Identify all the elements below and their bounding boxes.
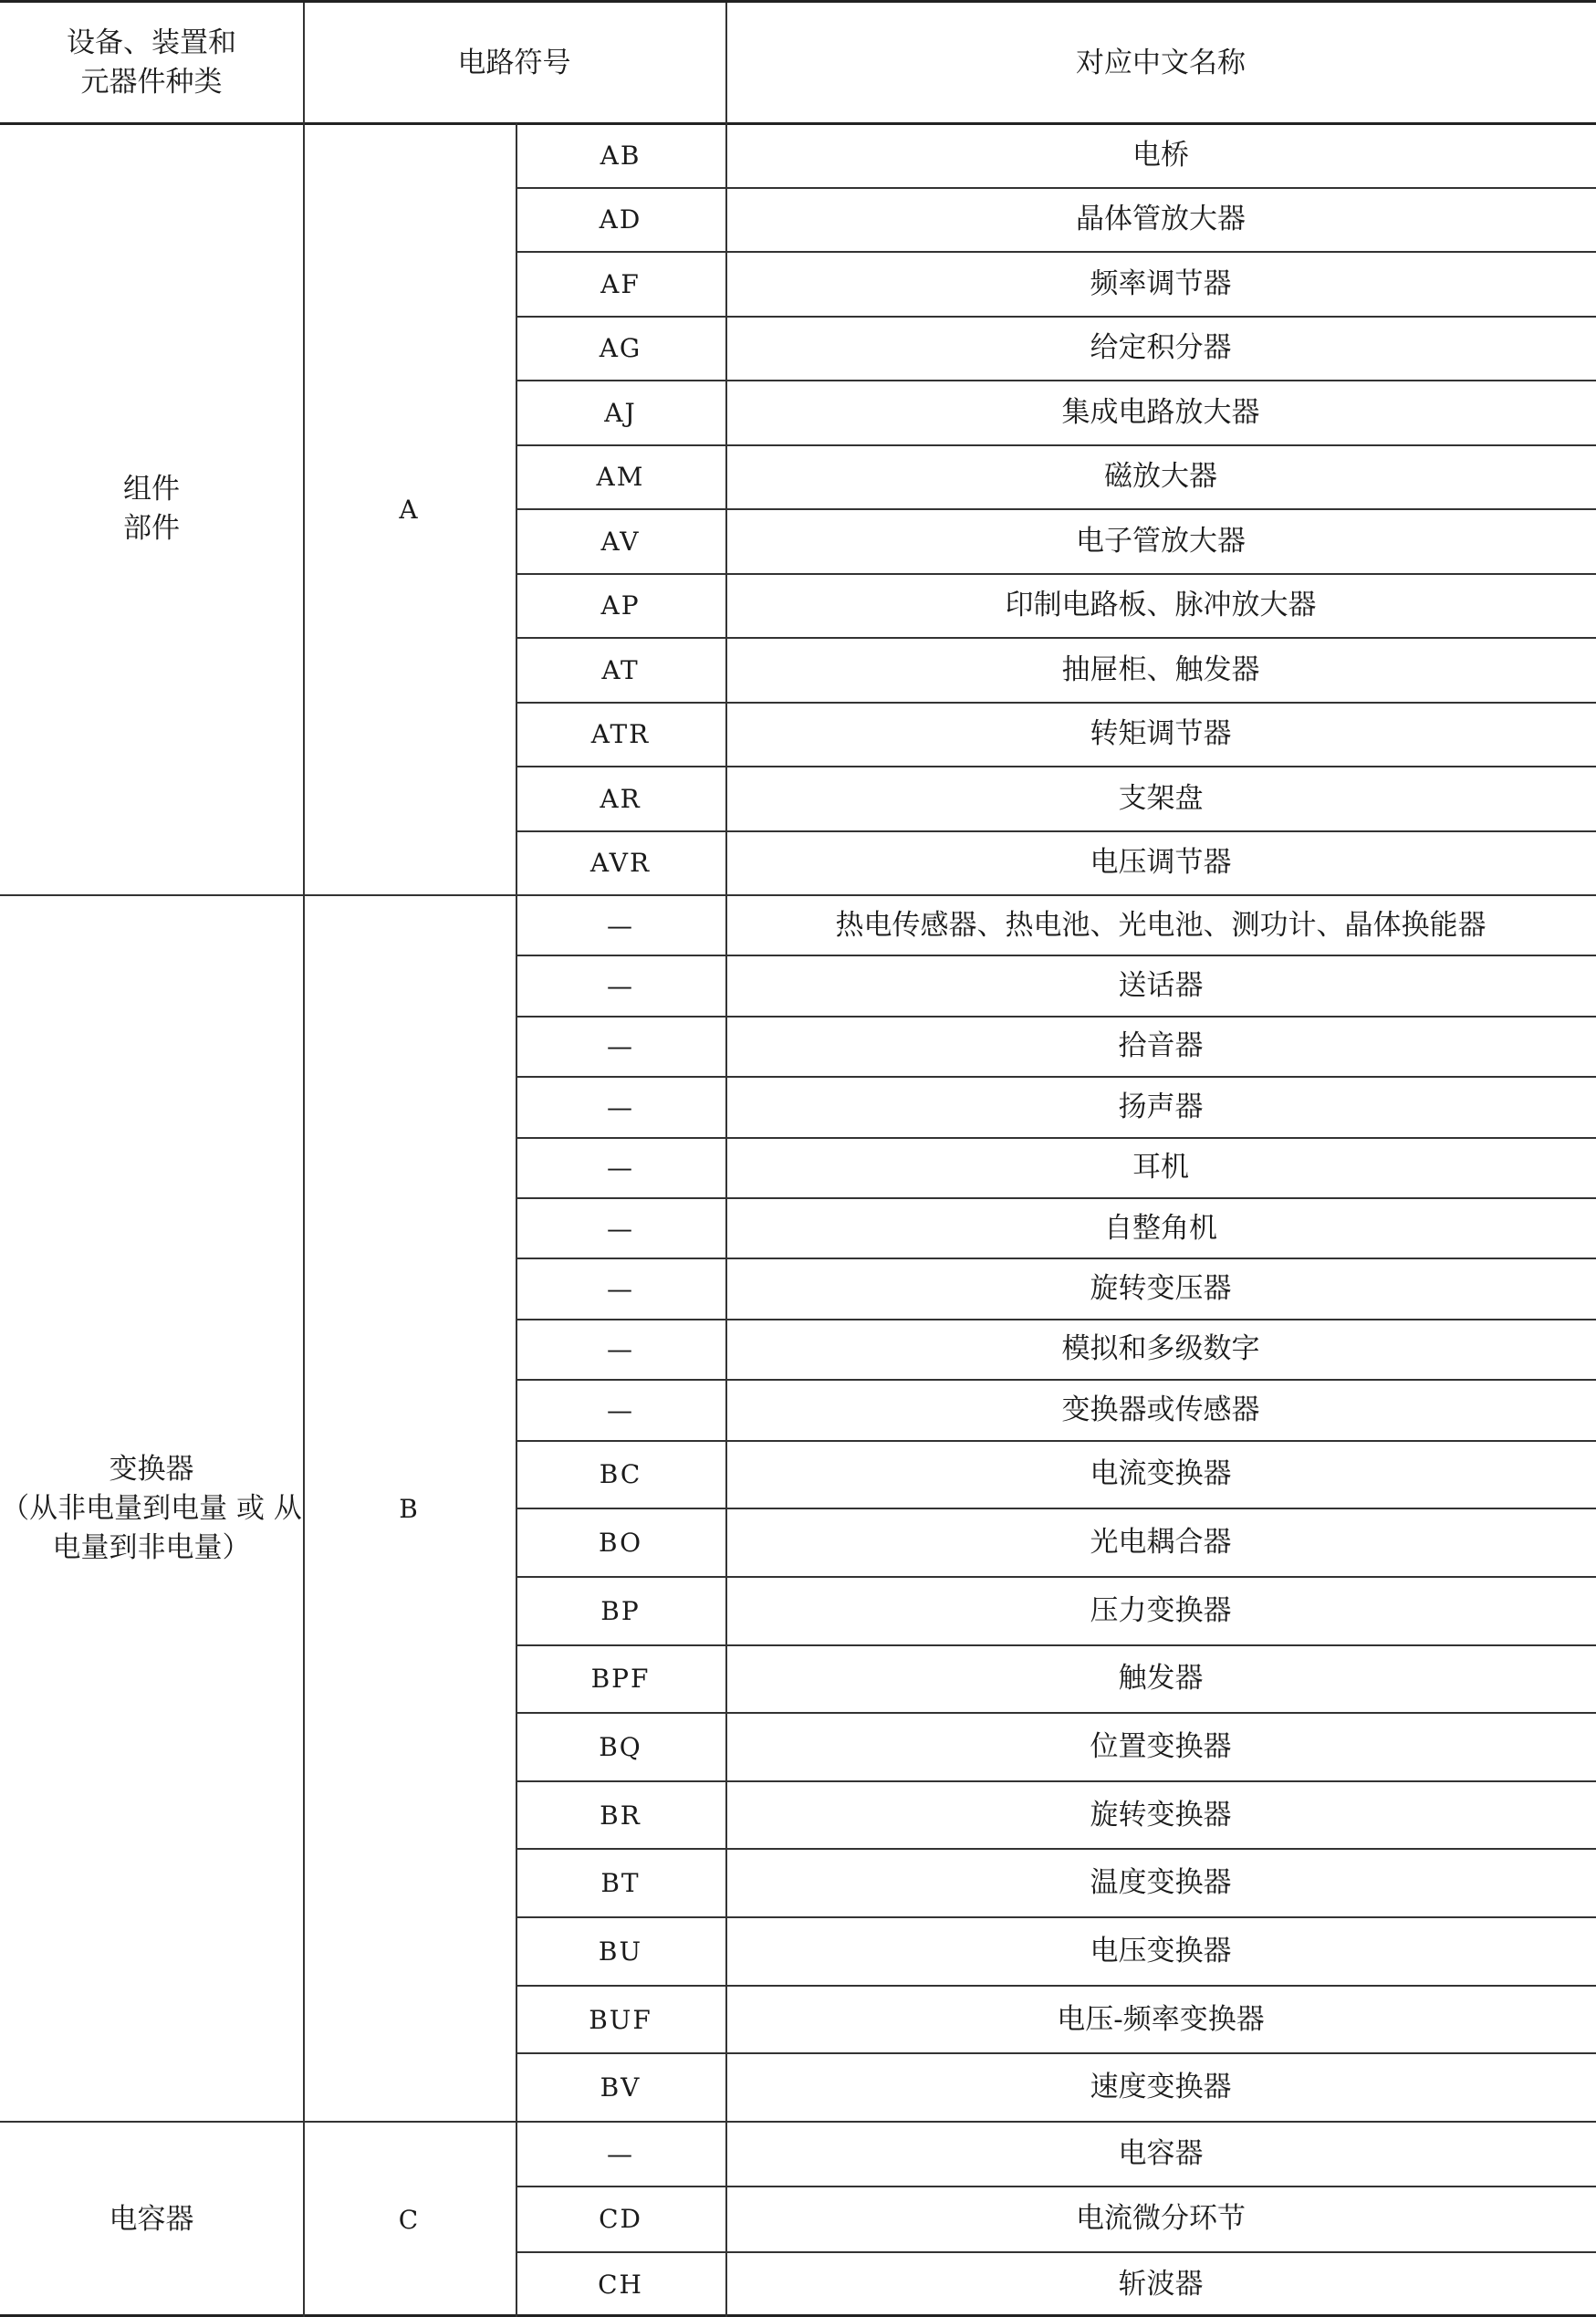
row-rule [516, 1644, 1596, 1646]
header-category-line2: 元器件种类 [80, 66, 223, 99]
row-name: 电压-频率变换器 [1057, 2002, 1265, 2036]
row-name: 模拟和多级数字 [1061, 1332, 1260, 1366]
row-name: 压力变换器 [1090, 1593, 1232, 1627]
row-code: — [607, 1213, 634, 1244]
row-code: AR [600, 783, 642, 814]
row-code: — [607, 1091, 634, 1122]
row-code: — [607, 1153, 634, 1184]
row-code: AV [600, 526, 641, 557]
header-name: 对应中文名称 [1076, 46, 1246, 79]
row-rule [516, 1197, 1596, 1199]
row-rule [516, 1712, 1596, 1714]
category-line: 部件 [123, 512, 180, 545]
row-rule [516, 187, 1596, 189]
row-code: BPF [590, 1664, 651, 1695]
symbol-letter: B [399, 1493, 420, 1524]
row-rule [516, 1440, 1596, 1442]
row-rule [516, 1076, 1596, 1078]
column-divider [303, 123, 305, 895]
row-name: 给定积分器 [1090, 331, 1232, 365]
row-code: BUF [589, 2004, 652, 2035]
row-rule [516, 1508, 1596, 1509]
row-code: AG [599, 333, 642, 364]
category-line: 电容器 [109, 2202, 194, 2236]
header-divider [725, 3, 727, 123]
row-code: AP [600, 590, 641, 621]
category-line: 组件 [123, 473, 180, 506]
column-divider [303, 895, 305, 2122]
row-code: BU [598, 1936, 643, 1967]
row-rule [516, 380, 1596, 381]
row-code: — [607, 971, 634, 1002]
row-name: 印制电路板、脉冲放大器 [1005, 589, 1317, 622]
row-rule [516, 1379, 1596, 1381]
row-code: BP [600, 1595, 641, 1626]
category-line: （从非电量到电量 或 从 [1, 1491, 302, 1525]
row-name: 抽屉柜、触发器 [1061, 652, 1260, 686]
row-rule [516, 1319, 1596, 1320]
row-rule [516, 1016, 1596, 1018]
row-rule [516, 316, 1596, 318]
row-code: BO [598, 1528, 643, 1559]
header-symbol: 电路符号 [457, 46, 571, 79]
row-rule [516, 444, 1596, 446]
row-code: AJ [604, 397, 637, 428]
row-code: — [607, 910, 634, 941]
row-code: AT [601, 654, 640, 685]
row-code: BV [600, 2072, 642, 2103]
row-name: 位置变换器 [1090, 1729, 1232, 1763]
row-rule [516, 1137, 1596, 1139]
row-name: 自整角机 [1104, 1211, 1217, 1245]
row-rule [516, 1848, 1596, 1850]
row-code: BT [600, 1868, 641, 1899]
row-rule [516, 766, 1596, 767]
row-rule [516, 1576, 1596, 1578]
row-rule [516, 1780, 1596, 1782]
row-name: 电压调节器 [1090, 846, 1232, 880]
row-code: BC [599, 1459, 642, 1490]
column-divider [303, 2122, 305, 2317]
header-divider [303, 3, 305, 123]
row-rule [516, 573, 1596, 575]
row-rule [516, 251, 1596, 253]
row-code: CD [599, 2204, 642, 2235]
row-name: 热电传感器、热电池、光电池、测功计、晶体换能器 [835, 908, 1486, 942]
category-cell [0, 2122, 303, 2317]
row-name: 扬声器 [1118, 1090, 1204, 1123]
row-rule [516, 2251, 1596, 2253]
row-rule [516, 1258, 1596, 1259]
row-rule [516, 830, 1596, 832]
row-rule [516, 702, 1596, 704]
row-name: 斩波器 [1118, 2267, 1204, 2301]
row-name: 支架盘 [1118, 781, 1204, 815]
row-code: — [607, 1031, 634, 1062]
symbol-letter: C [398, 2204, 421, 2235]
row-name: 电流微分环节 [1076, 2202, 1246, 2236]
row-name: 光电耦合器 [1090, 1526, 1232, 1560]
row-code: — [607, 1394, 634, 1425]
row-name: 触发器 [1118, 1662, 1204, 1696]
row-code: AB [600, 140, 642, 171]
row-name: 转矩调节器 [1090, 717, 1232, 751]
row-name: 电桥 [1132, 138, 1189, 172]
row-code: — [607, 2139, 634, 2170]
row-name: 晶体管放大器 [1076, 203, 1246, 236]
row-rule [516, 1916, 1596, 1918]
row-name: 磁放大器 [1104, 460, 1217, 494]
row-code: — [607, 1334, 634, 1365]
row-name: 电容器 [1118, 2137, 1204, 2171]
header-category-line1: 设备、装置和 [67, 26, 236, 59]
symbol-letter: A [399, 494, 420, 525]
row-rule [516, 1985, 1596, 1987]
category-cell [0, 895, 303, 2122]
row-rule [516, 637, 1596, 639]
category-line: 电量到非电量） [52, 1530, 251, 1564]
row-name: 变换器或传感器 [1061, 1393, 1260, 1426]
row-rule [516, 508, 1596, 510]
row-code: BR [600, 1800, 642, 1831]
row-code: BQ [599, 1731, 642, 1762]
row-name: 频率调节器 [1090, 266, 1232, 300]
row-name: 集成电路放大器 [1061, 395, 1260, 429]
row-name: 拾音器 [1118, 1029, 1204, 1063]
row-rule [516, 2186, 1596, 2187]
row-name: 旋转变压器 [1090, 1272, 1232, 1306]
header-category [0, 3, 303, 123]
category-line: 变换器 [109, 1452, 194, 1486]
row-name: 速度变换器 [1090, 2071, 1232, 2104]
row-name: 旋转变换器 [1090, 1798, 1232, 1832]
row-name: 温度变换器 [1090, 1866, 1232, 1900]
category-cell [0, 123, 303, 895]
row-code: AF [600, 268, 641, 299]
row-code: AM [596, 462, 645, 493]
row-name: 送话器 [1118, 969, 1204, 1003]
row-rule [516, 955, 1596, 956]
row-rule [516, 2052, 1596, 2054]
row-code: AD [599, 204, 642, 235]
row-name: 耳机 [1132, 1151, 1189, 1185]
row-name: 电子管放大器 [1076, 524, 1246, 558]
row-code: CH [598, 2269, 643, 2300]
row-code: — [607, 1274, 634, 1305]
row-code: AVR [589, 848, 652, 879]
row-name: 电压变换器 [1090, 1934, 1232, 1967]
row-code: ATR [590, 719, 651, 750]
row-name: 电流变换器 [1090, 1457, 1232, 1491]
